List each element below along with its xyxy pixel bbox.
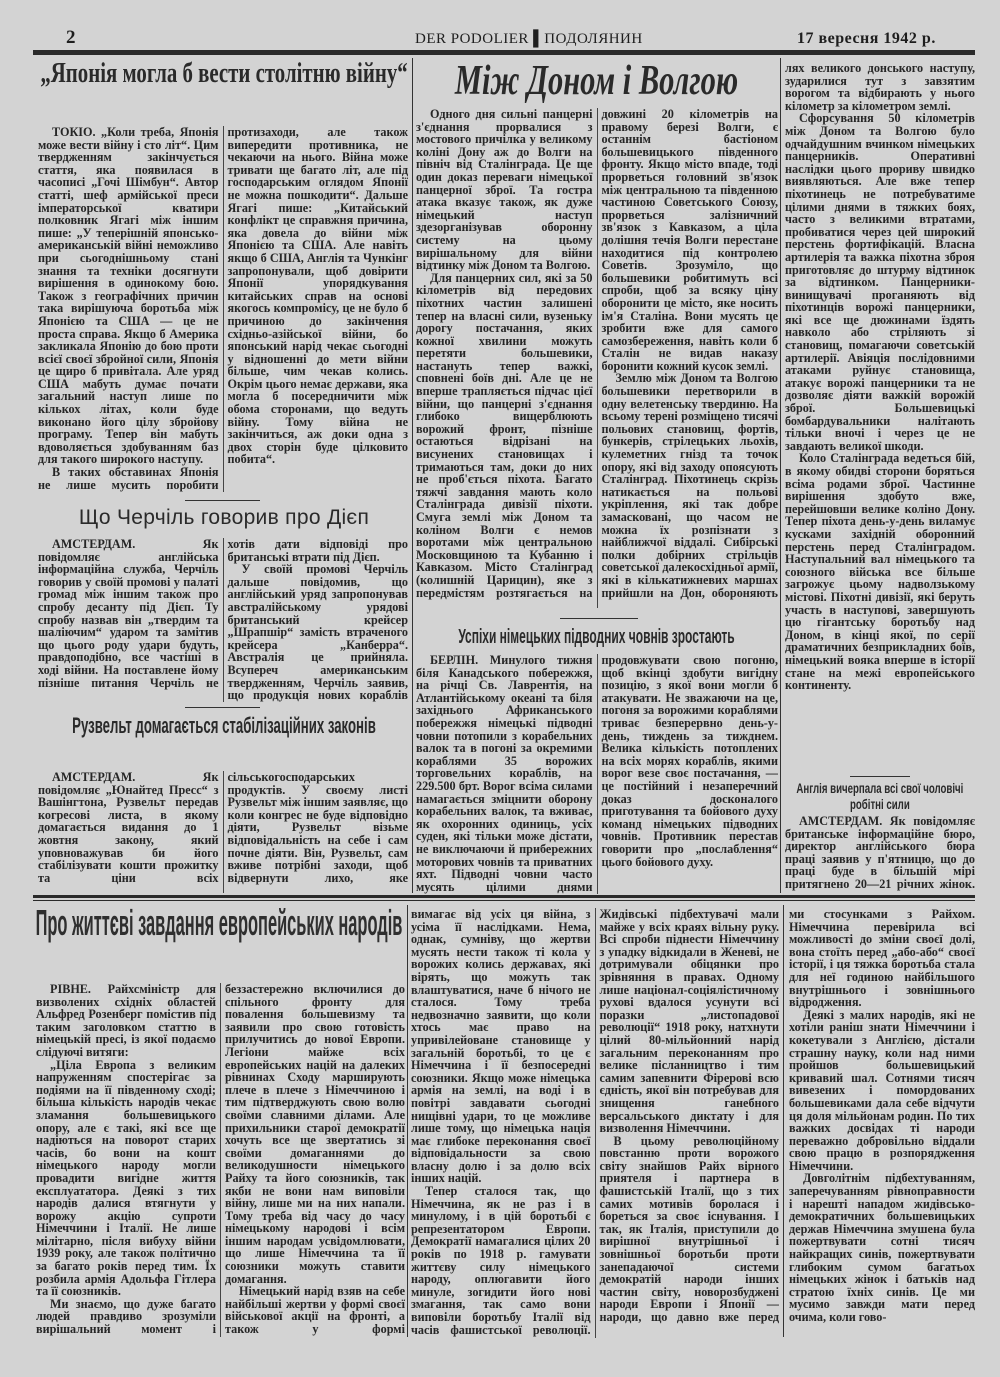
divider: [850, 776, 910, 777]
paragraph: Для панцерних сил, які за 50 кілометрів від передових піхотних частин залишені тепер на власні сили, вузеньку дорогу постачання, яких кожної хвилини можуть перетяти большевики, настануть тепер важкі, сповнені боїв дні. Але це не вперше трапляється підчас цієї війни, що панцерні з'єднання глибоко вищерблюють ворожий фронт, пізніше остаються відрізані на висунених становищах і тримаються там, доки до них не проб'ється піхота. Багато тяжчі завдання мають коло Сталінграда дивізії піхоти. Смуга землі між Доном та коліном Волги є немов воротами між центральною Московщиною та Кубанню і Кавказом. Місто Сталінград (колишній Царицин), яке з передмістям розтягається на довжині 20 кілометрів на правому березі Волги, є останнім бастіоном большевицького південного фронту. Якщо місто впаде, тоді прорветься головний зв'язок між центральною та південною частиною Советського Союзу, прорветься залізничний зв'язок з Кавказом, а ціла долішня течія Волги перестане находитися під контролею Советів. Зрозуміло, що большевики робитимуть всі спроби, щоб за всяку ціну оборонити це місто, яке носить ім'я Сталіна. Вони мусять це зробити вже для самого самозбереження, навіть коли б Сталін не видав наказу боронити кожний кусок землі.: [416, 108, 778, 600]
divider: [560, 618, 638, 619]
article-title-churchill: Що Черчіль говорив про Дієп: [78, 506, 370, 529]
article-title-don-volga: [415, 58, 778, 106]
paragraph: РІВНЕ. Райхсміністр для визволених східніх областей Альфред Розенберг помістив під таким заголовком статтю в німецькій пресі, із якої подаємо слідуючі витяги:: [36, 983, 216, 1059]
masthead: DER PODOLIER ▌ПОДОЛЯНИН: [415, 31, 643, 47]
paragraph: Коло Сталінграда ведеться бій, в якому обидві сторони боряться всіма родами зброї. Частинне вирішення здобуто вже, перейшовши велике коліно Дону. Тепер піхота день-у-день виламує кусками західній оборонний перстень перед Сталінградом. Наступальний вал німецького та союзного війська все більше загрожує цьому надволзькому містові. Піхотні дивізії, які беруть участь в наступові, завершують цю гігантську боротьбу над Доном, в кінці якої, по серії драматичних безприкладних боїв, німецький вояка вперше в історії стане на межі европейського континенту.: [785, 451, 975, 693]
title-text: Англія вичерпала всі свої чоловічі робітні сили: [796, 780, 964, 812]
article-body-submarines: [416, 654, 778, 894]
article-body-part3: [789, 908, 975, 1338]
section-rule: [33, 900, 975, 901]
column-divider: [783, 905, 784, 1337]
paragraph: БЕРЛІН. Минулого тижня біля Канадського побережжя, на річці Св. Лаврентія, на Атлантійському океані та біля західнього Африканського побережжя німецькі підводні човни потопили з корабельних валок та в погоні за окремими кораблями 35 ворожих торговельних кораблів, на 229.500 брт. Ворог всіма силами намагається зміцнити оборону корабельних валок, та вживає, як охоронних одиниць, усіх суден, які тільки може дістати, не виключаючи й прибережних моторових човнів та приватних яхт. Підводні човни часто мусять цілими днями продовжувати свою погоню, щоб вкінці здобути вигідну позицію, з якої вони могли б атакувати. Не зважаючи на це, погоня за ворожими кораблями триває безперервно день-у-день, тиждень за тижднем. Велика кількість потоплених на всіх морях кораблів, якими ворог везе своє постачання, — це постійний і незаперечний доказ досконалого приготування та бойового духу команд німецьких підводних човнів. Противник перестав говорити про „послаблення“ цього бойового духу.: [416, 654, 778, 894]
title-text: Рузвельт домагається стабілізаційних законів: [72, 713, 376, 738]
divider: [185, 500, 260, 501]
title-text: Між Доном і Волгою: [454, 58, 739, 104]
paragraph: Німецький нарід взяв на себе найбільші жертви у формі своєї військової акції на фронті, а також у формі: [225, 1284, 405, 1337]
paragraph: В цьому революційному повстанню проти ворожого світу знайшов Райх вірного приятеля і партнера в фашистській Італії, що з тих самих мотивів боролася і бореться за своє існування. І так, як Італія, приступили до вирішної внутрішньої і зовнішньої боротьби проти занепадаючої системи демократій народи інших частин світу, новорозбуджені народи Европи і Японії — народи, що давно вже перед: [599, 1133, 779, 1324]
paragraph: лях великого донського наступу, зударилися тут з завзятим ворогом та відбирають у нього кілометр за кілометром землі.: [785, 62, 975, 113]
paragraph: Деякі з малих народів, які не хотіли раніш знати Німеччини і кокетували з Англією, дістали страшну науку, коли над ними пройшов большевицький кривавий шал. Сотнями тисяч вивезених і помордованих большевиками дала себе відчути ця доля мільйонам родин. По тих важких досвідах ті народи переважно добровільно віддали свою працю в розпорядження Німеччини.: [789, 1007, 975, 1173]
article-title-european-nations: [32, 905, 406, 979]
article-body-england: [785, 815, 975, 891]
title-text: „Японія могла б вести столітню війну“: [40, 58, 408, 89]
article-title-japan: [38, 58, 410, 122]
divider: [185, 707, 260, 708]
article-body-part1: [36, 983, 405, 1337]
issue-date: 17 вересня 1942 р.: [797, 30, 936, 47]
section-rule: [33, 895, 975, 898]
paragraph: Сфорсування 50 кілометрів між Доном та Волгою було одчайдушним вчинком німецьких панцерників. Оперативні наслідки цього прориву швидко виявляються. Але вже тепер піхотинець не потребуватиме цілими днями в тяжких боях, часто з великими втратами, пробиватися через цей широкий перстень фортифікацій. Власна артилерія та важка піхотна зброя приготовляє до штурму відтинок за відтинком. Панцерники-винищувачі проганяють від піхотинців ворожі панцерники, які все ще дюжинами їздять навколо або стріляють зі становищ, помагаючи советській артилерії. Авіяція послідовними атаками руйнує становища, атакує ворожі панцерники та не дозволяє діяти важкій ворожій зброї. Большевицькі бомбардувальники налітають тільки вночі і через це не завдають великої шкоди.: [785, 111, 975, 453]
paragraph: Ми знаємо, що дуже багато людей правдиво зрозуміли вирішальний момент і беззастережно включилися до спільного фронту для повалення большевизму та заявили про свою готовість прилучитись до нової Европи. Легіони майже всіх европейських націй на далеких рівнинах Сходу марширують плече в плече з Німеччиною і тим підтверджують свою волю своїми славними ділами. Але прихильники старої демократії хочуть все ще звертатись зі своїми домаганнями до великодушности німецького Райху та його союзників, так якби не вони нам виповіли війну, лише ми на них напали. Тому треба від часу до часу німецькому народові і всім іншим народам усвідомлювати, що лише Німеччина та її союзники можуть ставити домагання.: [36, 983, 405, 1337]
paragraph: Землю між Доном та Волгою большевики перетворили в одну велетенську твердиню. На всьому терені розміщено тисячі польових становищ, фортів, бункерів, стрілецьких льохів, кулеметних гнізд та точок опору, які від заходу опоясують Сталінград. Піхотинець скрізь натикається на польові укріплення, які так добре замасковані, що часом не можна їх розпізнати з найближчої віддалі. Сибірські полки добірних стрільців советської далекосхідньої армії, які в кількатижневих маршах прийшли на Дон, обороняють: [601, 371, 778, 600]
paragraph: Тепер сталося так, що Німеччина, як не раз і в минулому, і в цій боротьбі є репрезентатором Европи. Демократії намагалися цілих 20 років по 1918 р. гамувати життєву силу німецького народу, оплюгавити його минуле, зогидити його нові змагання, так само вони виповіли боротьбу Італії від часів фашистської революції. Жидівські підбехтувачі мали майже у всіх краях вільну руку. Всі спроби піднести Німеччину з упадку відкидали в Женеві, не дотримували обіцянки про зрівняння в правах. Одному лише націонал-соціялістичному рухові вдалося усунути всі поразки „листопадової революції“ 1918 року, натхнути цілий 80-мільйонний нарід загальним переконанням про велике післанництво і тим самим запевнити Фірерові всю єдність, якої він потребував для знищення ганебного версальського диктату і для визволення Німеччини.: [411, 908, 779, 1337]
paragraph: ТОКІО. „Коли треба, Японія може вести війну і сто літ“. Цим твердженням закінчується стаття, яка появилася в часописі „Гочі Шімбун“. Автор статті, шеф армійської преси імператорської кватири полковник Ягагі між іншим пише: „У теперішній японсько-американській війні неможливо при сьогоднішньому стані знання та техніки досягнути вирішення в одинокому бою. Також з географічних причин така вирішуюча боротьба між Японією та США — це не проста справа. Якщо б Америка закликала Японію до бою проти всієї своєї збройної сили, Японія це щиро б привітала. Але уряд США мабуть думає почати загальний наступ лише по кількох літах, коли буде виконано його цілу збройову програму. Тепер він мабуть вдоволяється здобуванням баз для такого широкого наступу.: [38, 126, 219, 467]
paragraph: „Ціла Европа з великим напруженням спостерігає за подіями на її південному сході; більша кількість народів чекає зламання большевицького опору, але є такі, які все ще надіються на поворот старих часів, бо вони на кошт німецького народу могли провадити вигідне життя експлуататора. Деякі з тих народів далися втягнути у ворожу акцію супроти Німеччини і Італії. Не лише мілітарно, після вибуху війни 1939 року, але також політично за багато років перед тим. Їх розбила армія Адольфа Гітлера та її союзників.: [36, 1057, 216, 1299]
paragraph: вимагає від усіх ця війна, з усіма її наслідками. Нема, однак, сумніву, що жертви мусять нести також ті кола у ворожих колись державах, які вірять, що можуть так влаштуватися, наче б нічого не сталося. Тому треба недвозначно заявити, що коли хтось має право на упривілейоване становище у загальній боротьбі, то це є Німеччина і її безпосередні союзники. Якщо може німецька армія на землі, на воді і в повітрі завдавати сьогодні нищівні удари, то це можливе лише тому, що німецька нація має глибоке переконання своєї відповідальности за свою власну долю і за долю всіх інших націй.: [411, 908, 591, 1186]
article-body-japan: [38, 126, 408, 492]
paragraph: АМСТЕРДАМ. Як повідомляє британське інформаційне бюро, директор англійського бюра праці заявив у п'ятницю, що до праці буде в більшій мірі притягнено 20—21 річних жінок.: [785, 815, 975, 891]
article-body-roosevelt: [38, 771, 408, 893]
article-title-submarines: [415, 624, 778, 650]
column-divider: [407, 905, 408, 1337]
title-text: Про життєві завдання европейських народів: [35, 905, 403, 943]
paragraph: Одного дня сильні панцерні з'єднання прорвалися з мостового причілка у великому коліні Дону аж до Волги на північ від Сталінграда. Це ще один доказ переваги німецької панцерної зброї. Та гостра атака вказує також, як дуже німецький наступ здезорганізував оборонну систему на цьому вирішальному для війни відтинку між Доном та Волгою.: [416, 108, 593, 273]
article-title-england: [785, 780, 975, 813]
paragraph: АМСТЕРДАМ. Як повідомляє „Юнайтед Пресс“ з Вашінгтона, Рузвельт передав когресові листа, в якому домагається видання до 1 жовтня закону, який уповноважував би його стабілізувати кошти прожитку та ціни всіх сільськогосподарських продуктів. У своєму листі Рузвельт між іншим заявляє, що коли конгрес не буде відповідно діяти, Рузвельт візьме відповідальність на себе і сам почне діяти. Він, Рузвельт, сам вживе потрібні заходи, щоб відвернути лихо, яке: [38, 771, 408, 885]
article-body-churchill: [38, 538, 408, 702]
page-number: 2: [66, 27, 76, 48]
paragraph: ми стосунками з Райхом. Німеччина перевірила всі можливості до зміни своєї долі, вона стоїть перед „або-або“ своєї історії, і ця тяжка боротьба стала для неї годиною найбільшого внутрішнього і зовнішнього відродження.: [789, 908, 975, 1010]
paragraph: У своїй промові Черчіль дальше повідомив, що англійський уряд запропонував австралійському урядові британський крейсер „Шрапшір“ замість втраченого крейсера „Канберра“. Австралія це прийняла. Всупереч американським твердженням, Черчіль заявив, що продукція нових кораблів: [227, 562, 408, 702]
article-title-roosevelt: [38, 712, 410, 768]
article-continuation-don-volga: [785, 62, 975, 768]
paragraph: В таких обставинах Японія не лише мусить поробити протизаходи, але також випередити противника, не чекаючи на нього. Війна може тривати ще багато літ, але під господарським оглядом Японії не можна пошкодити“. Дальше Ягагі пише: „Китайський конфлікт це справжня причина, яка довела до війни між Японією та США. Але навіть якщо б США, Англія та Чункінг запропонували, щоб довірити Японії упорядкування китайських справ на основі якогось компромісу, це не було б причиною до закінчення східньо-азійської війни, бо японський нарід чекає сьогодні у відношенні до мети війни більше, чим чекав колись. Окрім цього немає держави, яка могла б посередничити між обома сторонами, що ведуть війну. Тому війна не закінчиться, аж доки одна з двох сторін буде цілковито побита“.: [38, 126, 408, 492]
title-text: Успіхи німецьких підводних човнів зростають: [458, 626, 735, 648]
column-divider: [780, 58, 781, 893]
article-body-don-volga: [416, 108, 778, 608]
header-rule: [33, 50, 975, 55]
paragraph: Довголітнім підбехтуванням, заперечуванням рівноправности і нарешті нападом жидівсько-демократичних большевицьких держав Німеччина змушена була пожертвувати сотні тисяч найкращих синів, пожертвувати глибоким сумом багатьох німецьких жінок і батьків над стратою їхніх синів. Це ми мусимо завжди мати перед очима, коли гово-: [789, 1171, 975, 1324]
paragraph: АМСТЕРДАМ. Як повідомляє англійська інформаційна служба, Черчіль говорив у своїй промові у палаті громад між іншим також про спробу десанту під Дієп. Ту спробу назвав він „твердим та шаліючим“ ударом та замітив що цього роду удари будуть, правдоподібно, все частіші в ході війни. На поставлене йому пізніше питання Черчіль не хотів дати відповіді про британські втрати під Дієп.: [38, 538, 408, 690]
column-divider: [412, 58, 413, 893]
article-body-part2: [411, 908, 779, 1338]
